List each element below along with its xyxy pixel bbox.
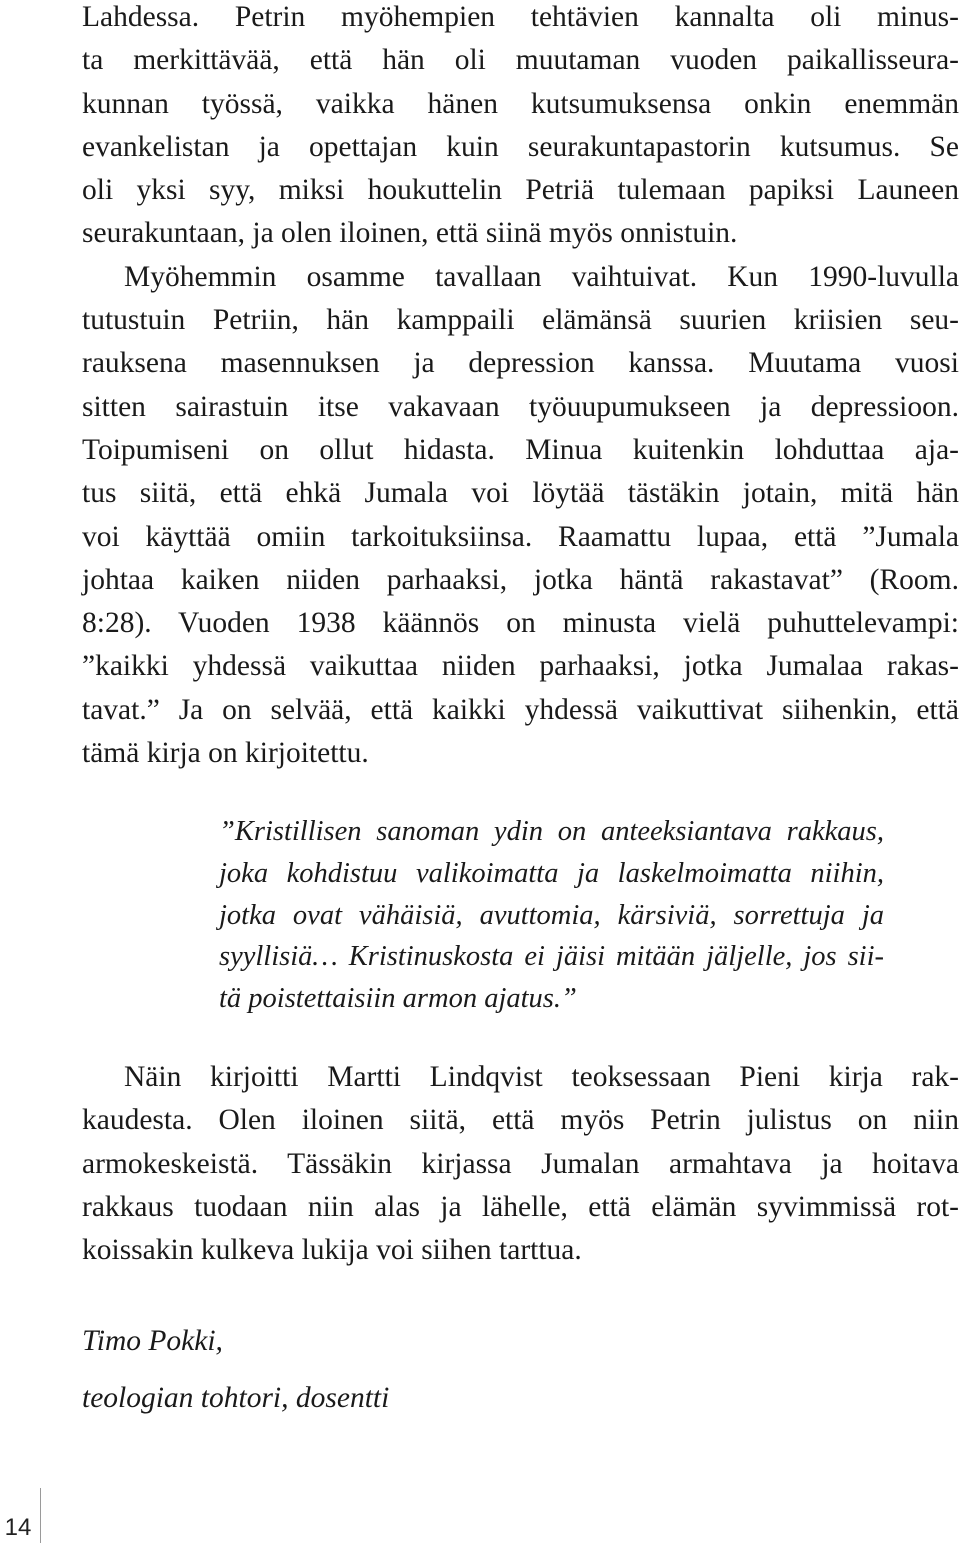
- body-paragraph-1: [82, 0, 959, 775]
- text-line: rauksena masennuksen ja depression kanssa. Muutama vuosi: [82, 347, 959, 380]
- text-line: tavat.” Ja on selvää, että kaikki yhdessä vaikuttivat siihenkin, että: [82, 693, 959, 726]
- text-line: armokeskeistä. Tässäkin kirjassa Jumalan armahtava ja hoitava: [82, 1147, 959, 1180]
- signature-name: Timo Pokki,: [82, 1325, 223, 1357]
- quote-line: joka kohdistuu valikoimatta ja laskelmoimatta niihin,: [219, 857, 884, 889]
- signature-title: teologian tohtori, dosentti: [82, 1382, 390, 1414]
- text-line: 8:28). Vuoden 1938 käännös on minusta vielä puhuttelevampi:: [82, 607, 959, 640]
- text-line: kunnan työssä, vaikka hänen kutsumuksensa onkin enemmän: [82, 87, 959, 120]
- body-paragraph-2: [82, 1056, 959, 1272]
- margin-divider: [40, 1488, 41, 1543]
- quote-line: tä poistettaisiin armon ajatus.”: [219, 983, 577, 1015]
- block-quote: [219, 811, 884, 1020]
- text-line: tus siitä, että ehkä Jumala voi löytää tästäkin jotain, mitä hän: [82, 477, 959, 510]
- text-line: kaudesta. Olen iloinen siitä, että myös Petrin julistus on niin: [82, 1104, 959, 1137]
- text-line: evankelistan ja opettajan kuin seurakuntapastorin kutsumus. Se: [82, 130, 959, 163]
- text-line: tutustuin Petriin, hän kamppaili elämänsä suurien kriisien seu-: [82, 304, 959, 337]
- text-line: koissakin kulkeva lukija voi siihen tarttua.: [82, 1234, 582, 1267]
- text-line: ”kaikki yhdessä vaikuttaa niiden parhaaksi, jotka Jumalaa rakas-: [82, 650, 959, 683]
- text-line: rakkaus tuodaan niin alas ja lähelle, että elämän syvimmissä rot-: [82, 1190, 959, 1223]
- text-line: ta merkittävää, että hän oli muutaman vuoden paikallisseura-: [82, 44, 959, 77]
- text-line: tämä kirja on kirjoitettu.: [82, 737, 369, 770]
- quote-line: jotka ovat vähäisiä, avuttomia, kärsiviä, sorrettuja ja: [219, 899, 884, 931]
- text-line: johtaa kaiken niiden parhaaksi, jotka häntä rakastavat” (Room.: [82, 563, 959, 596]
- page-number: 14: [4, 1514, 32, 1541]
- text-line: sitten sairastuin itse vakavaan työuupumukseen ja depressioon.: [82, 390, 959, 423]
- quote-line: ”Kristillisen sanoman ydin on anteeksiantava rakkaus,: [219, 816, 884, 847]
- text-line: Toipumiseni on ollut hidasta. Minua kuitenkin lohduttaa aja-: [82, 433, 959, 466]
- text-line: oli yksi syy, miksi houkuttelin Petriä tulemaan papiksi Launeen: [82, 174, 959, 207]
- text-line: voi käyttää omiin tarkoituksiinsa. Raamattu lupaa, että ”Jumala: [82, 520, 959, 553]
- quote-line: syyllisiä… Kristinuskosta ei jäisi mitään jäljelle, jos sii-: [219, 941, 884, 973]
- text-line: Myöhemmin osamme tavallaan vaihtuivat. Kun 1990-luvulla: [124, 260, 959, 293]
- text-line: Näin kirjoitti Martti Lindqvist teoksessaan Pieni kirja rak-: [124, 1061, 959, 1093]
- text-line: Lahdessa. Petrin myöhempien tehtävien kannalta oli minus-: [82, 1, 959, 33]
- text-line: seurakuntaan, ja olen iloinen, että siinä myös onnistuin.: [82, 217, 738, 250]
